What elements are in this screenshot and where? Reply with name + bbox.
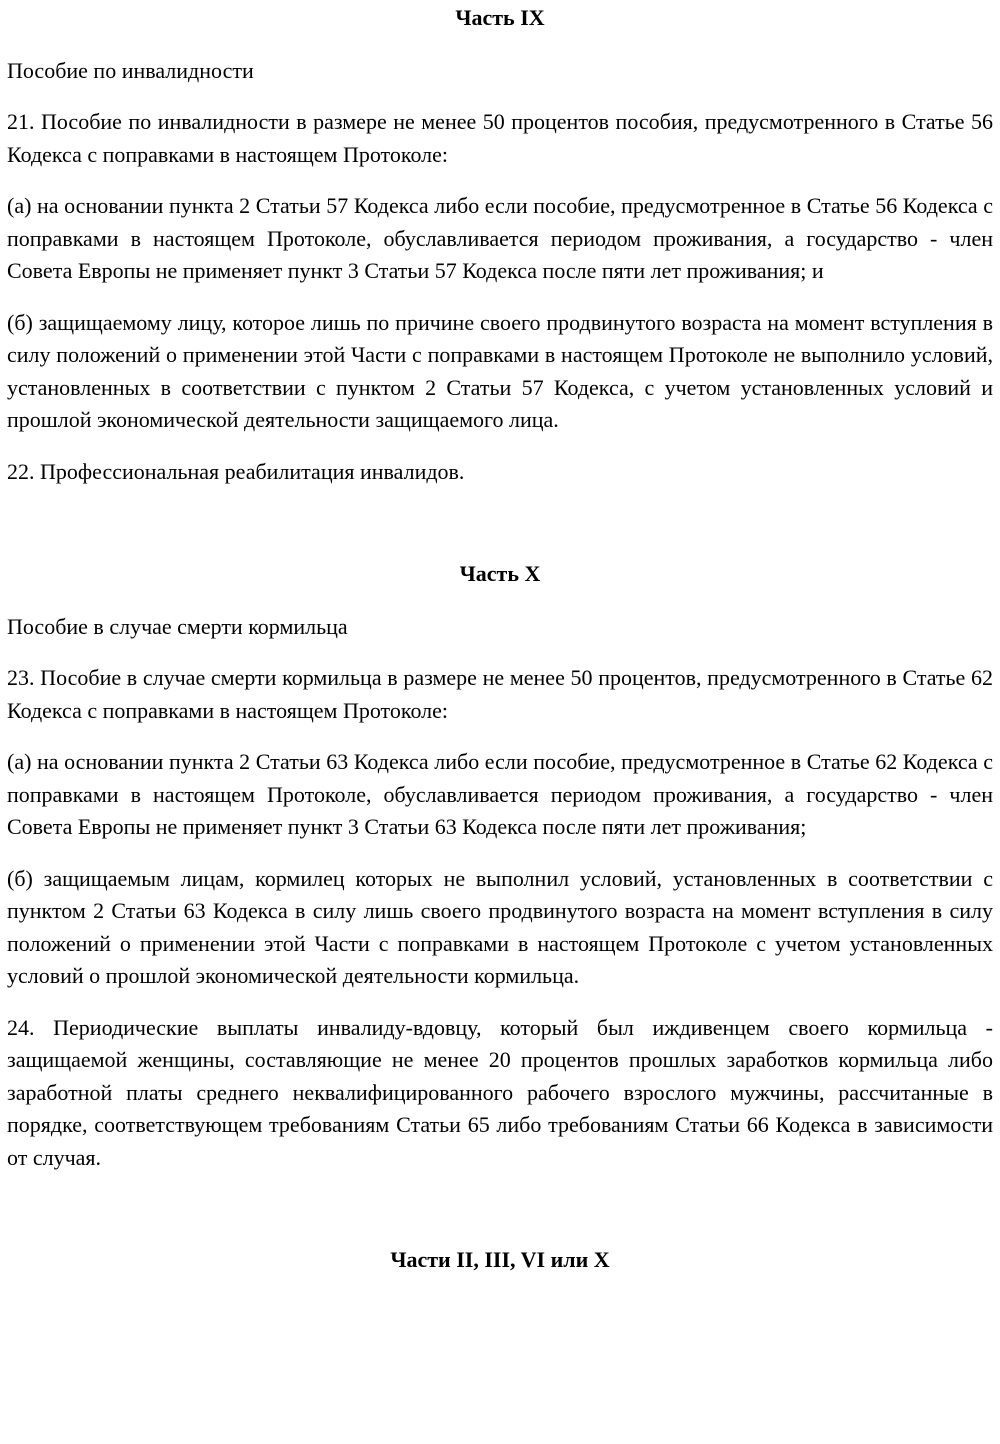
paragraph-21b: (б) защищаемому лицу, которое лишь по причине своего продвинутого возраста на момент вступления в силу положений о применении этой Части с поправками в настоящем Протоколе не выполнило условий, установленных в соответствии с пунктом 2 Статьи 57 Кодекса, с учетом установленных условий и прошлой экономической деятельности защищаемого лица. xyxy=(7,309,993,432)
paragraph-23: 23. Пособие в случае смерти кормильца в размере не менее 50 процентов, предусмотренного в Статье 62 Кодекса с поправками в настоящем Протоколе: xyxy=(7,665,993,723)
section-subtitle: Пособие в случае смерти кормильца xyxy=(7,613,348,639)
section-heading: Часть IX xyxy=(455,5,545,30)
section-spacer xyxy=(7,1174,993,1244)
paragraph-21: 21. Пособие по инвалидности в размере не менее 50 процентов пособия, предусмотренного в Статье 56 Кодекса с поправками в настоящем Протоколе: xyxy=(7,109,993,167)
section-spacer xyxy=(7,488,993,558)
section-subtitle: Пособие по инвалидности xyxy=(7,57,254,83)
section-part-9 xyxy=(7,2,993,488)
section-heading: Части II, III, VI или X xyxy=(390,1247,610,1272)
paragraph-23a: (а) на основании пункта 2 Статьи 63 Кодекса либо если пособие, предусмотренное в Статье 62 Кодекса с поправками в настоящем Протоколе, обуславливается периодом проживания, а государство - член Совета Европы не применяет пункт 3 Статьи 63 Кодекса после пяти лет проживания; xyxy=(7,749,993,839)
section-parts-2-3-6-10 xyxy=(7,1244,993,1277)
section-heading: Часть X xyxy=(459,561,541,586)
paragraph-22: 22. Профессиональная реабилитация инвалидов. xyxy=(7,458,465,484)
paragraph-24: 24. Периодические выплаты инвалиду-вдовцу, который был иждивенцем своего кормильца - защищаемой женщины, составляющие не менее 20 процентов прошлых заработков кормильца либо заработной платы среднего неквалифицированного рабочего взрослого мужчины, рассчитанные в порядке, соответствующем требованиям Статьи 65 либо требованиям Статьи 66 Кодекса в зависимости от случая. xyxy=(7,1014,993,1170)
paragraph-23b: (б) защищаемым лицам, кормилец которых не выполнил условий, установленных в соответствии с пунктом 2 Статьи 63 Кодекса в силу лишь своего продвинутого возраста на момент вступления в силу положений о применении этой Части с поправками в настоящем Протоколе с учетом установленных условий о прошлой экономической деятельности кормильца. xyxy=(7,865,993,988)
paragraph-21a: (а) на основании пункта 2 Статьи 57 Кодекса либо если пособие, предусмотренное в Статье 56 Кодекса с поправками в настоящем Протоколе, обуславливается периодом проживания, а государство - член Совета Европы не применяет пункт 3 Статьи 57 Кодекса после пяти лет проживания; и xyxy=(7,193,993,283)
section-part-10 xyxy=(7,558,993,1174)
